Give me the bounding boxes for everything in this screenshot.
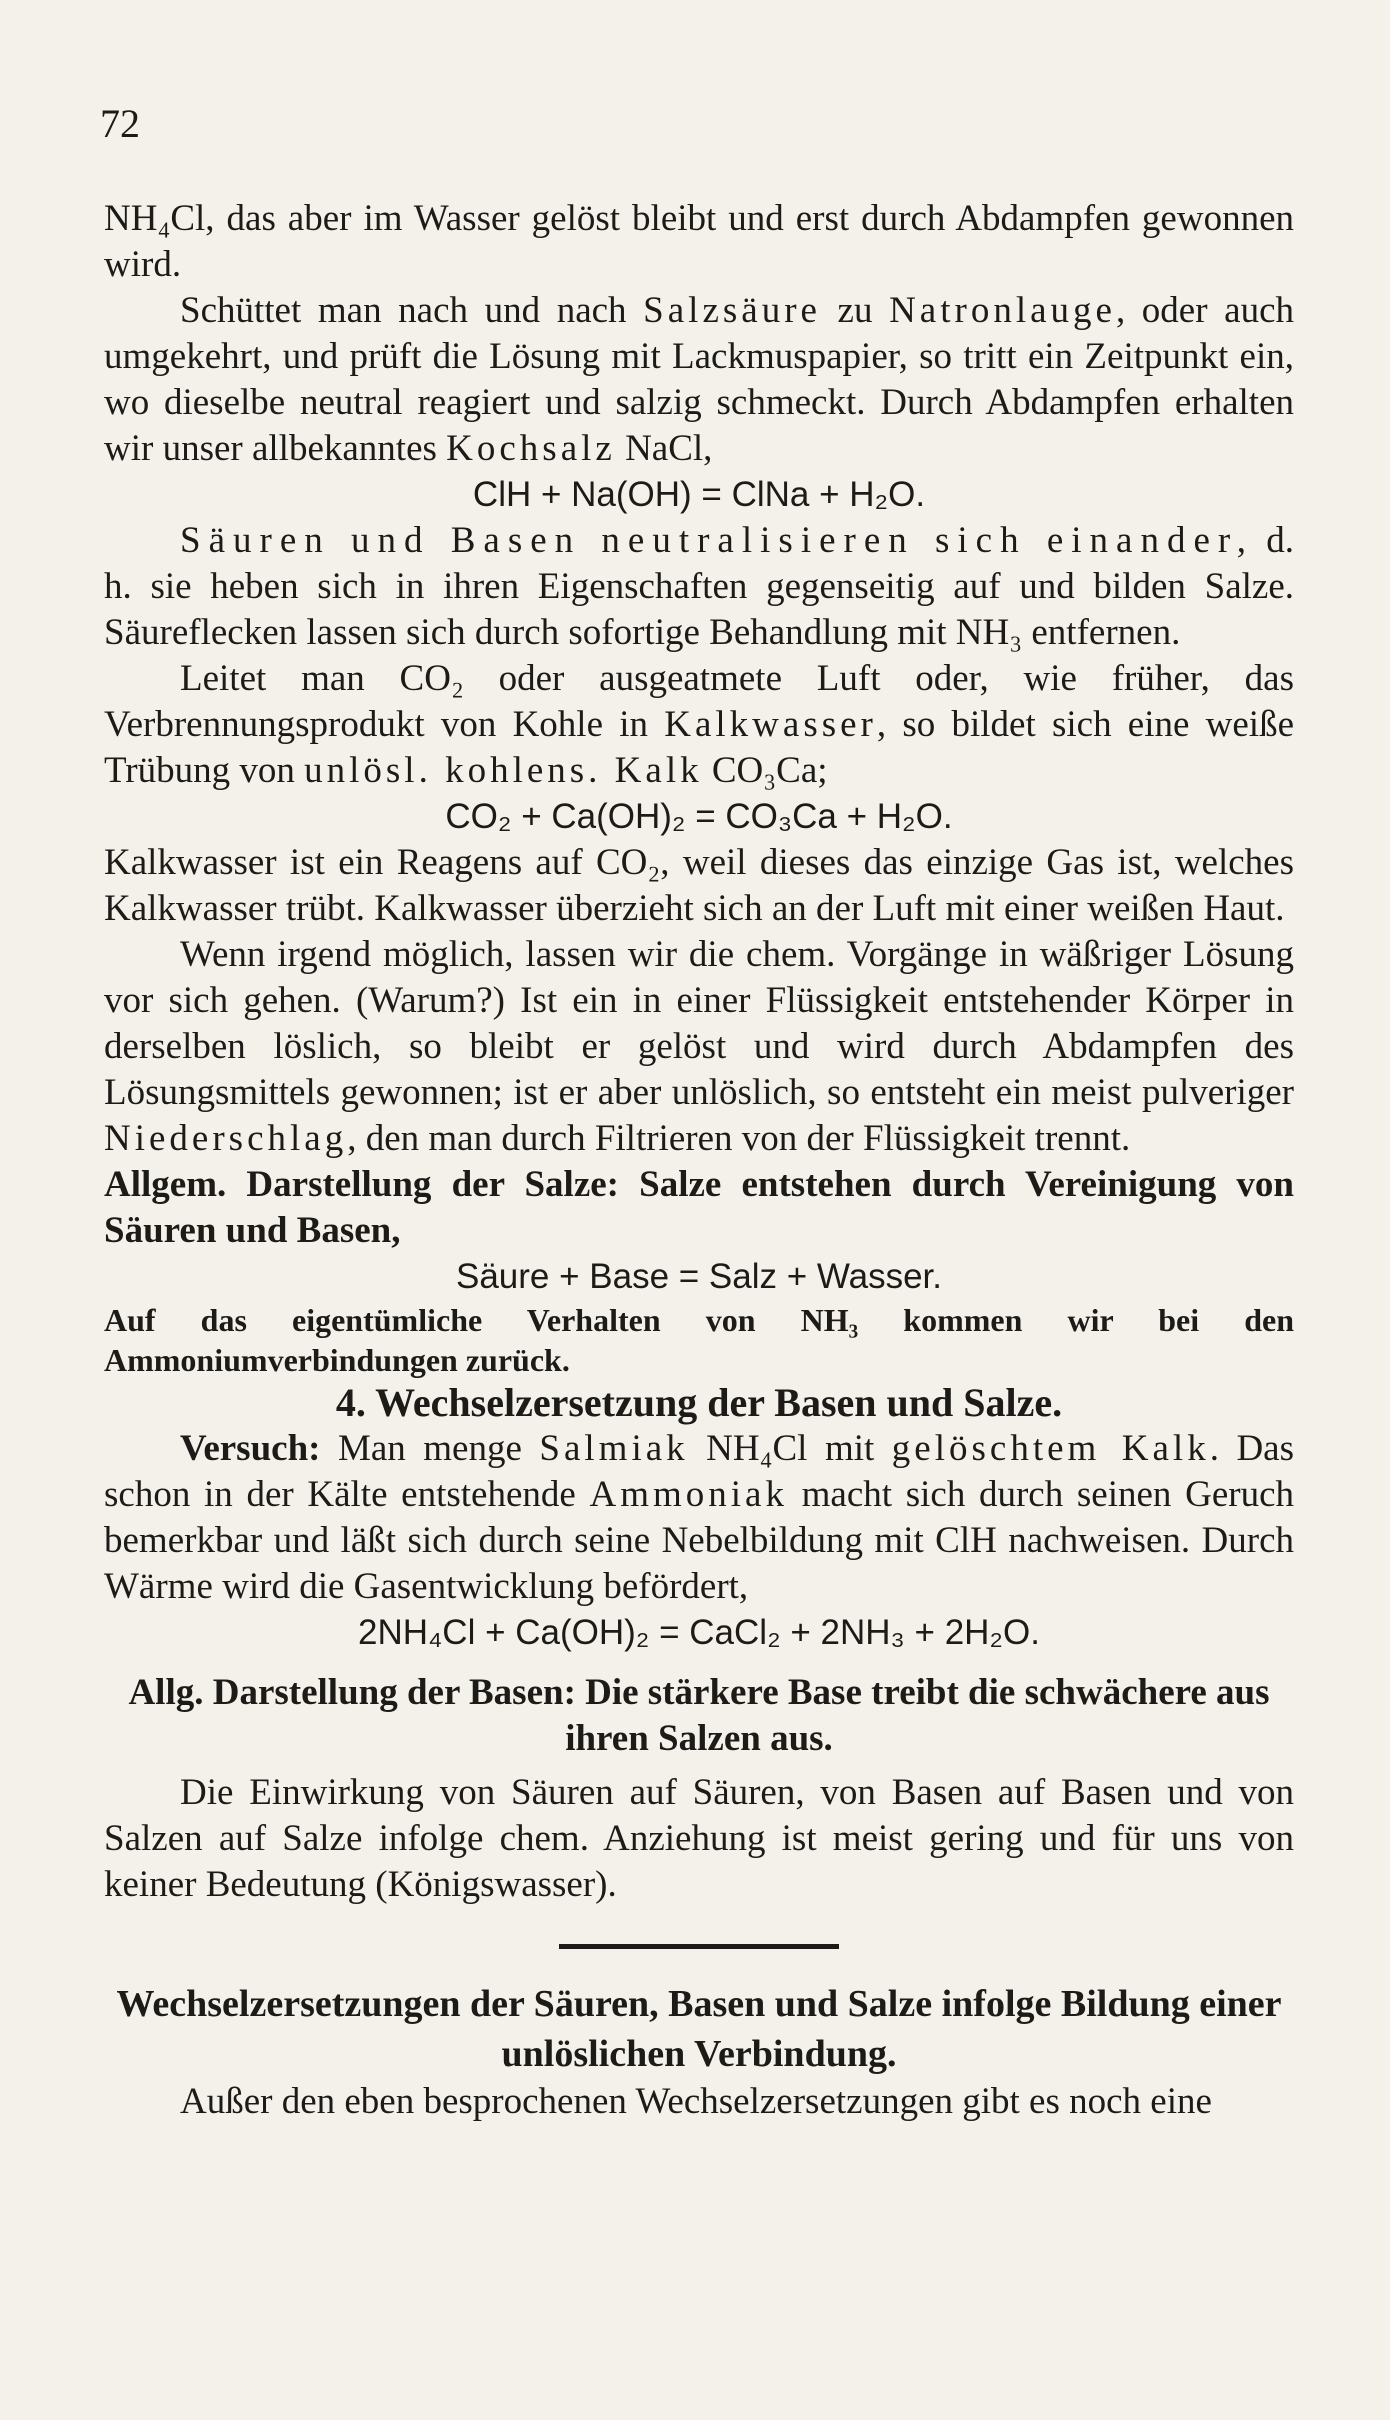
emphasis-term: Kochsalz xyxy=(446,428,616,469)
paragraph xyxy=(104,1426,1294,1610)
body-text xyxy=(104,196,1294,2125)
paragraph: Die Einwirkung von Säuren auf Säuren, von Basen auf Basen und von Salzen auf Salze infolge chem. Anziehung ist meist gering und für uns von keiner Bedeutung (Königswasser). xyxy=(104,1772,1294,1905)
text-run: NH₄Cl mit xyxy=(688,1428,892,1469)
paragraph xyxy=(104,656,1294,794)
paragraph: Kalkwasser ist ein Reagens auf CO₂, weil dieses das einzige Gas ist, welches Kalkwasser trübt. Kalkwasser überzieht sich an der Luft mit einer weißen Haut. xyxy=(104,842,1294,929)
section-heading: 4. Wechselzersetzung der Basen und Salze. xyxy=(335,1380,1063,1425)
text-run: Wenn irgend möglich, lassen wir die chem. Vorgänge in wäßriger Lösung vor sich gehen. (Warum?) Ist ein in einer Flüssigkeit entstehender Körper in derselben löslich, so bleibt er gelöst und wird durch Abdampfen des Lösungsmittels gewonnen; ist er aber unlöslich, so entsteht ein meist pulveriger xyxy=(104,934,1294,1113)
rule-heading: Allg. Darstellung der Basen: Die stärkere Base treibt die schwächere aus ihren Salzen aus. xyxy=(128,1672,1270,1759)
divider xyxy=(559,1944,839,1949)
formula: ClH + Na(OH) = ClNa + H₂O. xyxy=(472,475,926,514)
text-run: Man menge xyxy=(320,1428,540,1469)
text-run: Schüttet man nach und nach xyxy=(180,290,644,331)
text-run: , den man durch Filtrieren von der Flüssigkeit trennt. xyxy=(347,1118,1131,1159)
text-run: , oder auch umgekehrt, und prüft die Lösung mit Lackmuspapier, so tritt ein Zeitpunkt ein, wo dieselbe neutral reagiert und salzig schmeckt. Durch Abdampfen erhalten wir unser allbekanntes xyxy=(104,290,1294,469)
page-number: 72 xyxy=(100,101,140,146)
emphasis-term: Salzsäure xyxy=(643,290,821,331)
paragraph xyxy=(104,932,1294,1162)
text-run: , so bildet sich eine weiße Trübung von xyxy=(104,704,1295,791)
paragraph: NH₄Cl, das aber im Wasser gelöst bleibt und erst durch Abdampfen gewonnen wird. xyxy=(104,198,1294,285)
emphasis-term: unlösl. kohlens. Kalk xyxy=(304,750,703,791)
text-run: d. h. sie heben sich in ihren Eigenschaften gegenseitig auf und bilden Salze. Säureflecken lassen sich durch sofortige Behandlung mit NH₃ entfernen. xyxy=(104,520,1294,653)
emphasis-term: Ammoniak xyxy=(589,1474,788,1515)
emphasis-term: Salmiak xyxy=(539,1428,689,1469)
paragraph xyxy=(104,288,1294,472)
formula: 2NH₄Cl + Ca(OH)₂ = CaCl₂ + 2NH₃ + 2H₂O. xyxy=(358,1613,1040,1652)
formula: CO₂ + Ca(OH)₂ = CO₃Ca + H₂O. xyxy=(445,797,953,836)
experiment-label: Versuch: xyxy=(180,1428,321,1469)
paragraph: Außer den eben besprochenen Wechselzersetzungen gibt es noch eine xyxy=(180,2081,1212,2122)
text-run: NaCl, xyxy=(615,428,713,469)
emphasis-term: gelöschtem Kalk xyxy=(891,1428,1210,1469)
text-run: . Das schon in der Kälte entstehende xyxy=(104,1428,1295,1515)
emphasis-term: Kalkwasser xyxy=(664,704,877,745)
formula: Säure + Base = Salz + Wasser. xyxy=(455,1257,943,1296)
paragraph xyxy=(104,518,1294,656)
rule-heading: Allgem. Darstellung der Salze: Salze entstehen durch Vereinigung von Säuren und Basen, xyxy=(104,1164,1294,1251)
emphasis-term: Niederschlag xyxy=(104,1118,348,1159)
text-run: CO₃Ca; xyxy=(702,750,828,791)
emphasis-term: Natronlauge xyxy=(889,290,1116,331)
footnote: Auf das eigentümliche Verhalten von NH₃ kommen wir bei den Ammoniumverbindungen zurück. xyxy=(104,1302,1294,1378)
text-run: Leitet man CO₂ oder ausgeatmete Luft oder, wie früher, das Verbrennungsprodukt von Kohle in xyxy=(104,658,1294,745)
subsection-heading: Wechselzersetzungen der Säuren, Basen und Salze infolge Bildung einer unlöslichen Verbindung. xyxy=(116,1983,1282,2075)
text-run: zu xyxy=(820,290,890,331)
text-run: macht sich durch seinen Geruch bemerkbar und läßt sich durch seine Nebelbildung mit ClH nachweisen. Durch Wärme wird die Gasentwicklung befördert, xyxy=(104,1474,1294,1607)
emphasis-term: Säuren und Basen neutralisieren sich einander, xyxy=(180,520,1254,561)
